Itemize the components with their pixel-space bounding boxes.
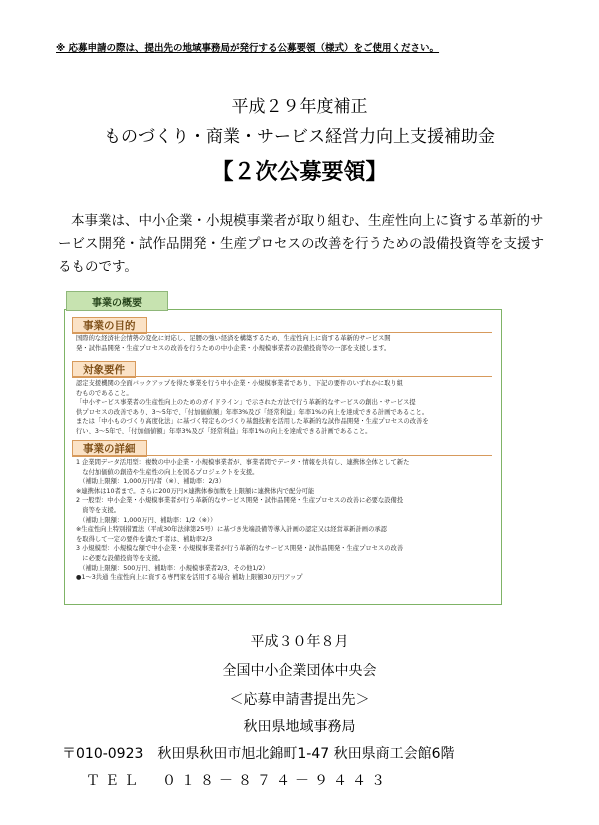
regional-office: 秋田県地域事務局 bbox=[243, 719, 356, 735]
title-call-guidelines: 【２次公募要領】 bbox=[211, 160, 388, 185]
section-text-eligibility: 認定支援機関の全面バックアップを得た事業を行う中小企業・小規模事業者であり、下記の要件のいずれかに取り組 むものであること。 「中小サービス事業者の生産性向上のためのガイドライン」で示された方法で行う革新的なサービスの創出・サービス提 供プロセスの改善であり、3～5年で、「付加価値額」年率3%及び「経常利益」年率1%の向上を達成できる計画であること。 または「中小ものづくり高度化法」に基づく特定ものづくり基盤技術を活用した革新的な試作品開発・生産プロセスの改善を 行い、3～5年で、「付加価値額」年率3%及び「経常利益」年率1%の向上を達成できる計画であること。 bbox=[76, 380, 429, 435]
office-telephone: ＴＥＬ ０１８－８７４－９４４３ bbox=[86, 773, 390, 789]
title-program-name: ものづくり・商業・サービス経営力向上支援補助金 bbox=[104, 127, 495, 147]
section-divider bbox=[72, 376, 492, 377]
section-divider bbox=[72, 332, 492, 333]
issuing-organization: 全国中小企業団体中央会 bbox=[222, 663, 377, 679]
intro-text: 本事業は、中小企業・小規模事業者が取り組む、生産性向上に資する革新的サービス開発・試作品開発・生産プロセスの改善を行うための設備投資等を支援するものです。 bbox=[58, 213, 544, 275]
title-fiscal-year: 平成２９年度補正 bbox=[231, 97, 368, 117]
section-text-purpose: 国際的な経済社会情勢の変化に対応し、足腰の強い経済を構築するため、生産性向上に資する革新的サービス開 発・試作品開発・生産プロセスの改善を行うための中小企業・小規模事業者の設備投資等の一部を支援します。 bbox=[76, 335, 391, 352]
section-heading-purpose: 事業の目的 bbox=[72, 317, 147, 334]
section-heading-eligibility: 対象要件 bbox=[72, 361, 136, 378]
section-heading-details: 事業の詳細 bbox=[72, 440, 147, 457]
section-text-details: 1 企業間データ活用型：複数の中小企業・小規模事業者が、事業者間でデータ・情報を共有し、連携体全体として新た な付加価値の創造や生産性の向上を図るプロジェクトを支援。 （補助上限額：1,000万円/者（※）、補助率：2/3） ※連携体は10者まで。さらに200万円×連携体参加数を上限額に連携体内で配分可能 2 一般型：中小企業・小規模事業者が行う革新的なサービス開発・試作品開発・生産プロセスの改善に必要な設備投 資等を支援。 （補助上限額：1,000万円、補助率：1/2（※）） ※生産性向上特別措置法（平成30年法律第25号）に基づき先端設備等導入計画の認定又は経営革新計画の承認 を取得して一定の要件を満たす者は、補助率2/3 3 小規模型：小規模な額で中小企業・小規模事業者が行う革新的なサービス開発・試作品開発・生産プロセスの改善 に必要な設備投資等を支援。 （補助上限額：500万円、補助率：小規模事業者2/3、その他1/2） ●1～3共通 生産性向上に資する専門家を活用する場合 補助上限額30万円アップ bbox=[76, 459, 410, 582]
intro-paragraph bbox=[58, 210, 544, 279]
issue-date: 平成３０年８月 bbox=[250, 634, 349, 650]
overview-box bbox=[64, 287, 502, 605]
submission-label: ＜応募申請書提出先＞ bbox=[229, 692, 370, 708]
usage-notice: ※ 応募申請の際は、提出先の地域事務局が発行する公募要領（様式）をご使用ください。 bbox=[56, 43, 440, 54]
overview-tab: 事業の概要 bbox=[66, 291, 168, 311]
office-address: 〒010-0923 秋田県秋田市旭北錦町1-47 秋田県商工会館6階 bbox=[62, 746, 455, 762]
section-divider bbox=[72, 455, 492, 456]
